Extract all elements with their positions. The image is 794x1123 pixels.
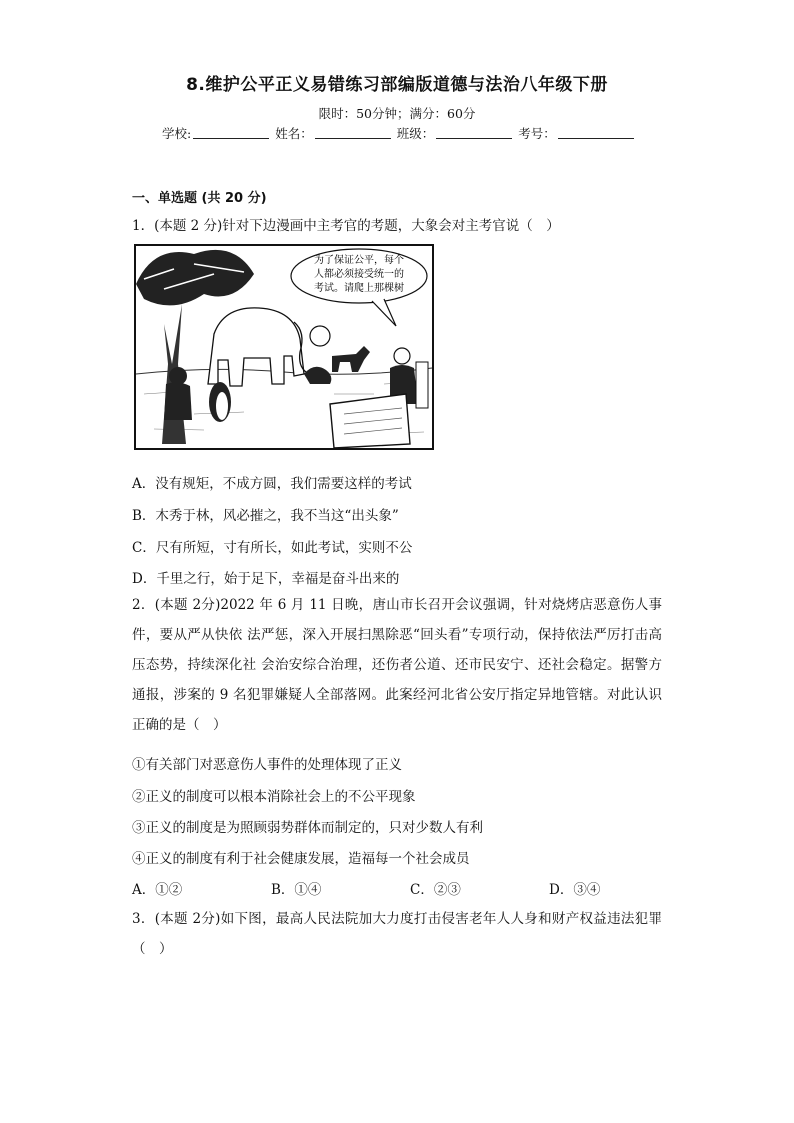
cartoon-image (134, 244, 434, 450)
class-blank[interactable] (436, 124, 512, 139)
document-title: 8.维护公平正义易错练习部编版道德与法治八年级下册 (186, 75, 608, 95)
section-heading: 一、单选题 (共 20 分) (132, 191, 267, 206)
school-blank[interactable] (193, 124, 269, 139)
class-label: 班级： (396, 126, 435, 141)
exam-meta: 限时：50分钟；满分：60分 (318, 106, 476, 121)
name-label: 姓名： (275, 126, 313, 141)
exam-no-blank[interactable] (558, 124, 634, 139)
question-1-stem: 1．(本题 2 分)针对下边漫画中主考官的考题，大象会对主考官说（ ） (132, 218, 560, 234)
school-label: 学校: (162, 126, 192, 141)
q2-option-d[interactable]: D．③④ (549, 882, 601, 898)
q2-statement-3: ③正义的制度是为照顾弱势群体而制定的，只对少数人有利 (132, 820, 483, 836)
name-blank[interactable] (315, 124, 391, 139)
desk-icon (330, 394, 410, 448)
q2-option-b[interactable]: B．①④ (271, 882, 322, 898)
fishbowl-icon (310, 326, 330, 346)
q2-option-c[interactable]: C．②③ (410, 882, 461, 898)
q1-option-d[interactable]: D．千里之行，始于足下，幸福是奋斗出来的 (132, 571, 400, 587)
bubble-line-3: 考试。请爬上那棵树 (314, 283, 404, 294)
q2-option-a[interactable]: A．①② (132, 882, 183, 898)
question-2-stem: 2．(本题 2分)2022 年 6 月 11 日晚，唐山市长召开会议强调，针对烧烤店恶意伤人事件，要从严从快依 法严惩，深入开展扫黑除恶“回头看”专项行动，保持依法严厉打击高压态势，持续深化社 会治安综合治理，还伤者公道、还市民安宁、还社会稳定。据警方通报，涉案的 9 名犯罪嫌疑人全部落网。此案经河北省公安厅指定异地管辖。对此认识正确的是（ ） (132, 597, 662, 733)
penguin-icon (209, 382, 231, 422)
q1-option-a[interactable]: A．没有规矩，不成方圆，我们需要这样的考试 (132, 476, 412, 492)
question-3-stem: 3．(本题 2分)如下图，最高人民法院加大力度打击侵害老年人人身和财产权益违法犯罪（ ） (132, 911, 662, 957)
q1-option-c[interactable]: C．尺有所短，寸有所长，如此考试，实则不公 (132, 540, 413, 556)
bubble-line-1: 为了保证公平，每个 (314, 255, 404, 266)
q1-option-b[interactable]: B．木秀于林，风必摧之，我不当这“出头象” (132, 508, 399, 524)
exam-no-label: 考号： (518, 126, 556, 141)
student-info-fields (162, 124, 638, 142)
q2-statement-2: ②正义的制度可以根本消除社会上的不公平现象 (132, 789, 416, 805)
bubble-line-2: 人都必须接受统一的 (314, 269, 404, 280)
q2-statement-4: ④正义的制度有利于社会健康发展，造福每一个社会成员 (132, 851, 470, 867)
q2-statement-1: ①有关部门对恶意伤人事件的处理体现了正义 (132, 757, 402, 773)
